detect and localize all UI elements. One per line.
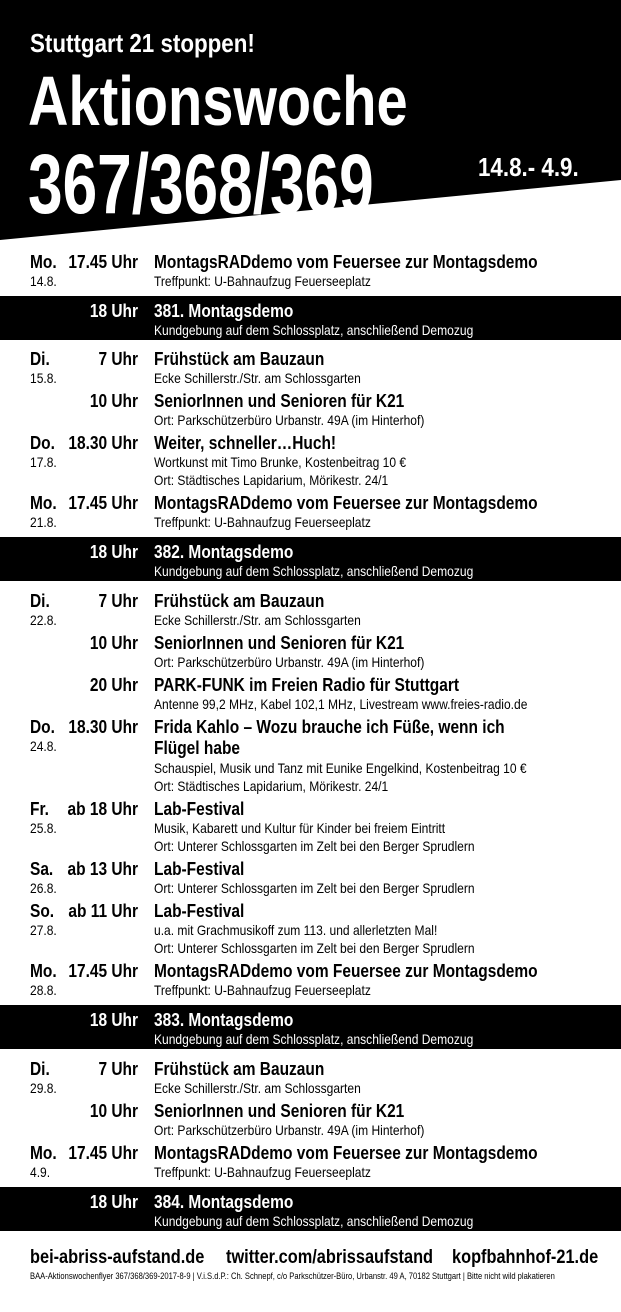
event-date: 29.8. (30, 1080, 57, 1096)
event-row (0, 960, 621, 1002)
event-day: Fr. (30, 799, 49, 819)
event-row (0, 900, 621, 960)
event-title: Lab-Festival (154, 901, 245, 921)
event-row (0, 716, 621, 798)
event-detail: Ort: Städtisches Lapidarium, Mörikestr. 24/1 (154, 778, 389, 794)
event-day: Di. (30, 1059, 50, 1079)
event-detail: Ecke Schillerstr./Str. am Schlossgarten (154, 612, 361, 628)
event-time: 18.30 Uhr (68, 717, 138, 737)
event-row (0, 492, 621, 534)
event-detail: Ort: Parkschützerbüro Urbanstr. 49A (im Hinterhof) (154, 1122, 425, 1138)
event-time: 7 Uhr (98, 349, 138, 369)
event-detail: Kundgebung auf dem Schlossplatz, anschließend Demozug (154, 563, 474, 579)
event-day: Do. (30, 717, 55, 737)
event-day: Do. (30, 433, 55, 453)
montagsdemo-row (0, 296, 621, 340)
event-day: Mo. (30, 493, 57, 513)
montagsdemo-row (0, 537, 621, 581)
event-row (0, 1142, 621, 1184)
event-detail: Treffpunkt: U-Bahnaufzug Feuerseeplatz (154, 514, 371, 530)
footer-imprint: BAA-Aktionswochenflyer 367/368/369-2017-8-9 | V.i.S.d.P.: Ch. Schnepf, c/o Parkschützer-Büro, Urbanstr. 49 A, 70182 Stuttgart | Bitte nicht wild plakatieren (30, 1271, 555, 1282)
event-row (0, 348, 621, 390)
event-detail: Kundgebung auf dem Schlossplatz, anschließend Demozug (154, 1031, 474, 1047)
header (0, 0, 621, 245)
header-week-numbers: 367/368/369 (28, 137, 374, 231)
event-title: Frühstück am Bauzaun (154, 1059, 325, 1079)
header-date-range: 14.8.- 4.9. (478, 152, 579, 182)
event-time: ab 13 Uhr (67, 859, 138, 879)
event-row (0, 798, 621, 858)
event-time: 18 Uhr (89, 301, 138, 321)
event-date: 15.8. (30, 370, 57, 386)
event-detail: Treffpunkt: U-Bahnaufzug Feuerseeplatz (154, 1164, 371, 1180)
event-row (0, 858, 621, 900)
event-title: MontagsRADdemo vom Feuersee zur Montagsdemo (154, 961, 538, 981)
event-detail: Musik, Kabarett und Kultur für Kinder bei freiem Eintritt (154, 820, 446, 836)
event-day: Di. (30, 591, 50, 611)
event-date: 4.9. (30, 1164, 51, 1180)
event-detail: Treffpunkt: U-Bahnaufzug Feuerseeplatz (154, 982, 371, 998)
event-time: 10 Uhr (89, 1101, 138, 1121)
event-time: 18 Uhr (89, 542, 138, 562)
event-time: ab 18 Uhr (67, 799, 138, 819)
event-detail: Ort: Unterer Schlossgarten im Zelt bei den Berger Sprudlern (154, 838, 475, 854)
event-title: Lab-Festival (154, 799, 245, 819)
event-detail: u.a. mit Grachmusikoff zum 113. und allerletzten Mal! (154, 922, 438, 938)
event-detail: Schauspiel, Musik und Tanz mit Eunike Engelkind, Kostenbeitrag 10 € (154, 760, 527, 776)
event-detail: Ort: Städtisches Lapidarium, Mörikestr. 24/1 (154, 472, 389, 488)
event-title-continued: Flügel habe (154, 738, 241, 758)
event-date: 14.8. (30, 273, 57, 289)
event-time: 20 Uhr (89, 675, 138, 695)
event-detail: Wortkunst mit Timo Brunke, Kostenbeitrag 10 € (154, 454, 407, 470)
footer-link-twitter[interactable]: twitter.com/abrissaufstand (226, 1247, 434, 1268)
event-time: 10 Uhr (89, 633, 138, 653)
event-title: Weiter, schneller…Huch! (154, 433, 337, 453)
event-day: Mo. (30, 1143, 57, 1163)
event-title: 383. Montagsdemo (154, 1010, 294, 1030)
event-day: Di. (30, 349, 50, 369)
event-date: 26.8. (30, 880, 57, 896)
event-date: 22.8. (30, 612, 57, 628)
event-title: SeniorInnen und Senioren für K21 (154, 391, 405, 411)
event-row (0, 1100, 621, 1142)
event-time: 18.30 Uhr (68, 433, 138, 453)
event-date: 25.8. (30, 820, 57, 836)
event-time: 10 Uhr (89, 391, 138, 411)
event-title: Lab-Festival (154, 859, 245, 879)
event-title: MontagsRADdemo vom Feuersee zur Montagsdemo (154, 252, 538, 272)
event-detail: Ort: Unterer Schlossgarten im Zelt bei den Berger Sprudlern (154, 940, 475, 956)
event-row (0, 632, 621, 674)
event-detail: Kundgebung auf dem Schlossplatz, anschließend Demozug (154, 322, 474, 338)
event-title: 382. Montagsdemo (154, 542, 294, 562)
event-title: MontagsRADdemo vom Feuersee zur Montagsdemo (154, 493, 538, 513)
event-title: 384. Montagsdemo (154, 1192, 294, 1212)
event-row (0, 390, 621, 432)
header-subtitle: Stuttgart 21 stoppen! (30, 28, 255, 58)
event-detail: Antenne 99,2 MHz, Kabel 102,1 MHz, Livestream www.freies-radio.de (154, 696, 528, 712)
event-row (0, 251, 621, 293)
event-time: 7 Uhr (98, 1059, 138, 1079)
event-detail: Ort: Parkschützerbüro Urbanstr. 49A (im Hinterhof) (154, 412, 425, 428)
event-day: Mo. (30, 961, 57, 981)
event-time: 17.45 Uhr (68, 252, 138, 272)
event-detail: Ecke Schillerstr./Str. am Schlossgarten (154, 1080, 361, 1096)
event-time: 17.45 Uhr (68, 961, 138, 981)
event-detail: Treffpunkt: U-Bahnaufzug Feuerseeplatz (154, 273, 371, 289)
event-day: So. (30, 901, 55, 921)
event-detail: Ecke Schillerstr./Str. am Schlossgarten (154, 370, 361, 386)
event-row (0, 432, 621, 492)
event-title: PARK-FUNK im Freien Radio für Stuttgart (154, 675, 460, 695)
event-title: 381. Montagsdemo (154, 301, 294, 321)
event-day: Sa. (30, 859, 54, 879)
footer-link-website[interactable]: bei-abriss-aufstand.de (30, 1247, 205, 1268)
event-detail: Ort: Unterer Schlossgarten im Zelt bei den Berger Sprudlern (154, 880, 475, 896)
event-row (0, 1058, 621, 1100)
event-time: 17.45 Uhr (68, 493, 138, 513)
event-time: 18 Uhr (89, 1192, 138, 1212)
event-row (0, 674, 621, 716)
event-title: SeniorInnen und Senioren für K21 (154, 1101, 405, 1121)
event-date: 27.8. (30, 922, 57, 938)
event-title: SeniorInnen und Senioren für K21 (154, 633, 405, 653)
event-time: ab 11 Uhr (68, 901, 138, 921)
event-day: Mo. (30, 252, 57, 272)
event-detail: Ort: Parkschützerbüro Urbanstr. 49A (im Hinterhof) (154, 654, 425, 670)
event-date: 24.8. (30, 738, 57, 754)
event-date: 21.8. (30, 514, 57, 530)
footer-link-kopfbahnhof[interactable]: kopfbahnhof-21.de (452, 1247, 599, 1268)
event-date: 17.8. (30, 454, 57, 470)
event-title: MontagsRADdemo vom Feuersee zur Montagsdemo (154, 1143, 538, 1163)
event-time: 17.45 Uhr (68, 1143, 138, 1163)
event-time: 18 Uhr (89, 1010, 138, 1030)
event-detail: Kundgebung auf dem Schlossplatz, anschließend Demozug (154, 1213, 474, 1229)
event-row (0, 590, 621, 632)
montagsdemo-row (0, 1005, 621, 1049)
montagsdemo-row (0, 1187, 621, 1231)
event-title: Frühstück am Bauzaun (154, 349, 325, 369)
event-title: Frida Kahlo – Wozu brauche ich Füße, wenn ich (154, 717, 505, 737)
event-date: 28.8. (30, 982, 57, 998)
event-title: Frühstück am Bauzaun (154, 591, 325, 611)
header-title: Aktionswoche (28, 62, 408, 140)
event-time: 7 Uhr (98, 591, 138, 611)
